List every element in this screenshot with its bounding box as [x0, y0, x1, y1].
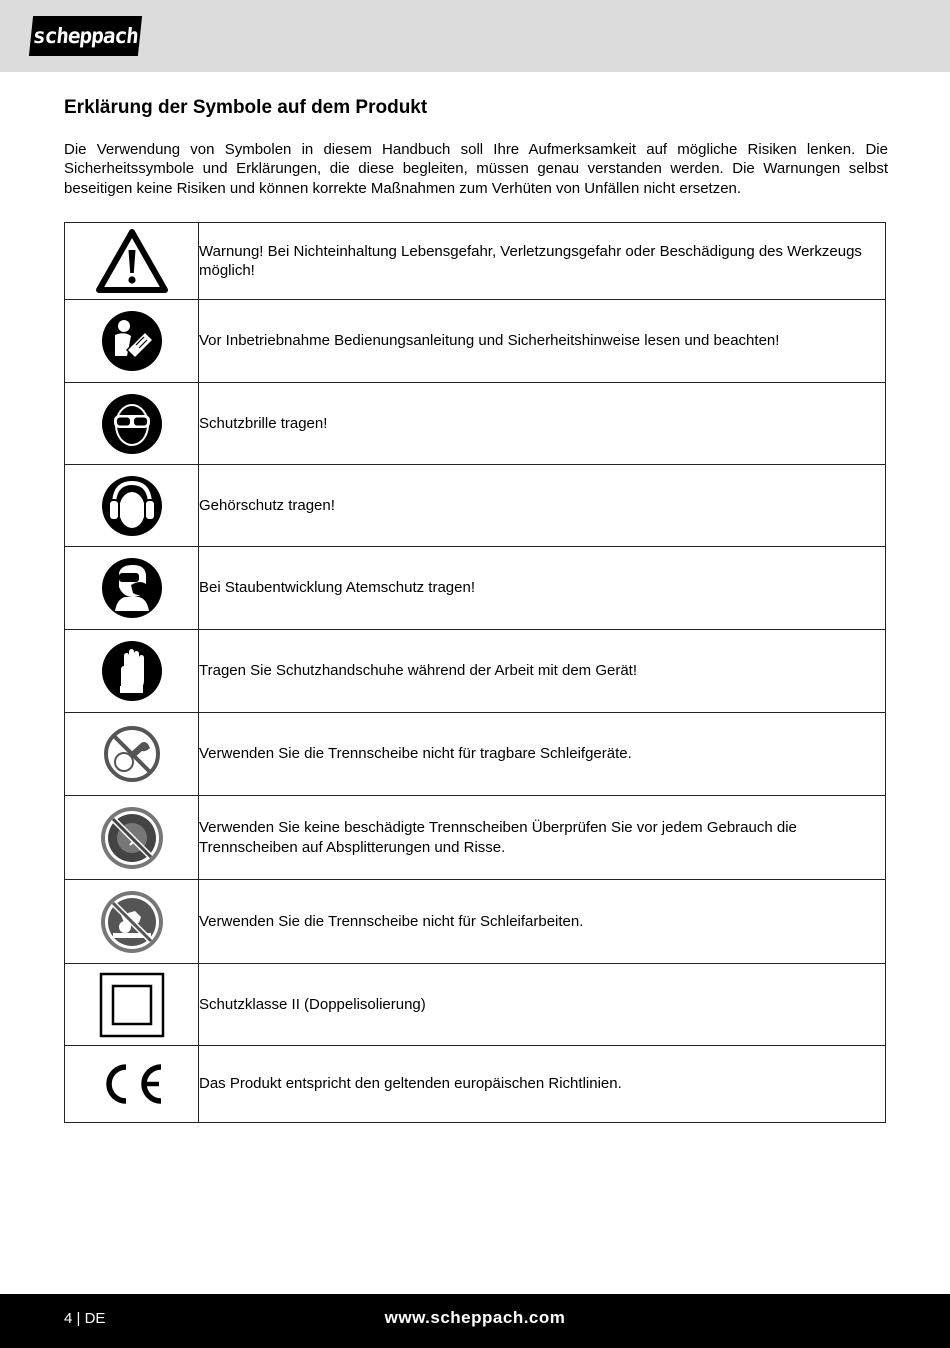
table-row [65, 547, 886, 630]
symbol-description: Verwenden Sie keine beschädigte Trennscheiben Überprüfen Sie vor jedem Gebrauch die Trennscheiben auf Absplitterungen und Risse. [199, 796, 886, 880]
table-row [65, 465, 886, 547]
table-row [65, 1046, 886, 1123]
icon-cell [65, 796, 199, 880]
table-row [65, 713, 886, 796]
footer-bar [0, 1294, 950, 1348]
respirator-icon [101, 557, 163, 619]
header-bar [0, 0, 950, 72]
website-link[interactable]: www.scheppach.com [384, 1308, 566, 1327]
page-number: 4 | DE [64, 1310, 106, 1327]
table-row [65, 880, 886, 964]
read-manual-icon [101, 310, 163, 372]
icon-cell [65, 223, 199, 300]
page-title: Erklärung der Symbole auf dem Produkt [64, 97, 428, 118]
intro-paragraph: Die Verwendung von Symbolen in diesem Handbuch soll Ihre Aufmerksamkeit auf mögliche Risiken lenken. Die Sicherheitssymbole und Erklärungen, die diese begleiten, müssen genau verstanden werden. Die Warnungen selbst beseitigen keine Risiken und können korrekte Maßnahmen zum Verhüten von Unfällen nicht ersetzen. [64, 141, 888, 197]
table-row [65, 796, 886, 880]
ear-protection-icon [101, 475, 163, 537]
scheppach-logo: scheppach [29, 16, 142, 56]
gloves-icon [101, 640, 163, 702]
symbol-description: Tragen Sie Schutzhandschuhe während der Arbeit mit dem Gerät! [199, 630, 886, 713]
table-row [65, 300, 886, 383]
table-row [65, 223, 886, 300]
no-damaged-disc-icon [99, 805, 165, 871]
symbol-description: Verwenden Sie die Trennscheibe nicht für Schleifarbeiten. [199, 880, 886, 964]
icon-cell [65, 300, 199, 383]
icon-cell [65, 465, 199, 547]
no-portable-grinder-icon [102, 724, 162, 784]
symbol-description: Das Produkt entspricht den geltenden europäischen Richtlinien. [199, 1046, 886, 1123]
symbol-description: Schutzklasse II (Doppelisolierung) [199, 964, 886, 1046]
icon-cell [65, 1046, 199, 1123]
icon-cell [65, 880, 199, 964]
symbol-description: Gehörschutz tragen! [199, 465, 886, 547]
icon-cell [65, 383, 199, 465]
icon-cell [65, 713, 199, 796]
icon-cell [65, 964, 199, 1046]
safety-goggles-icon [101, 393, 163, 455]
symbols-table [64, 222, 886, 1123]
icon-cell [65, 547, 199, 630]
no-grinding-icon [99, 889, 165, 955]
icon-cell [65, 630, 199, 713]
table-row [65, 630, 886, 713]
symbol-description: Vor Inbetriebnahme Bedienungsanleitung und Sicherheitshinweise lesen und beachten! [199, 300, 886, 383]
table-row [65, 383, 886, 465]
symbol-description: Warnung! Bei Nichteinhaltung Lebensgefahr, Verletzungsgefahr oder Beschädigung des Werkzeugs möglich! [199, 223, 886, 300]
protection-class-ii-icon [99, 972, 165, 1038]
ce-mark-icon [99, 1062, 165, 1106]
table-row [65, 964, 886, 1046]
warning-triangle-icon [96, 228, 168, 294]
symbol-description: Bei Staubentwicklung Atemschutz tragen! [199, 547, 886, 630]
symbol-description: Schutzbrille tragen! [199, 383, 886, 465]
symbol-description: Verwenden Sie die Trennscheibe nicht für tragbare Schleifgeräte. [199, 713, 886, 796]
